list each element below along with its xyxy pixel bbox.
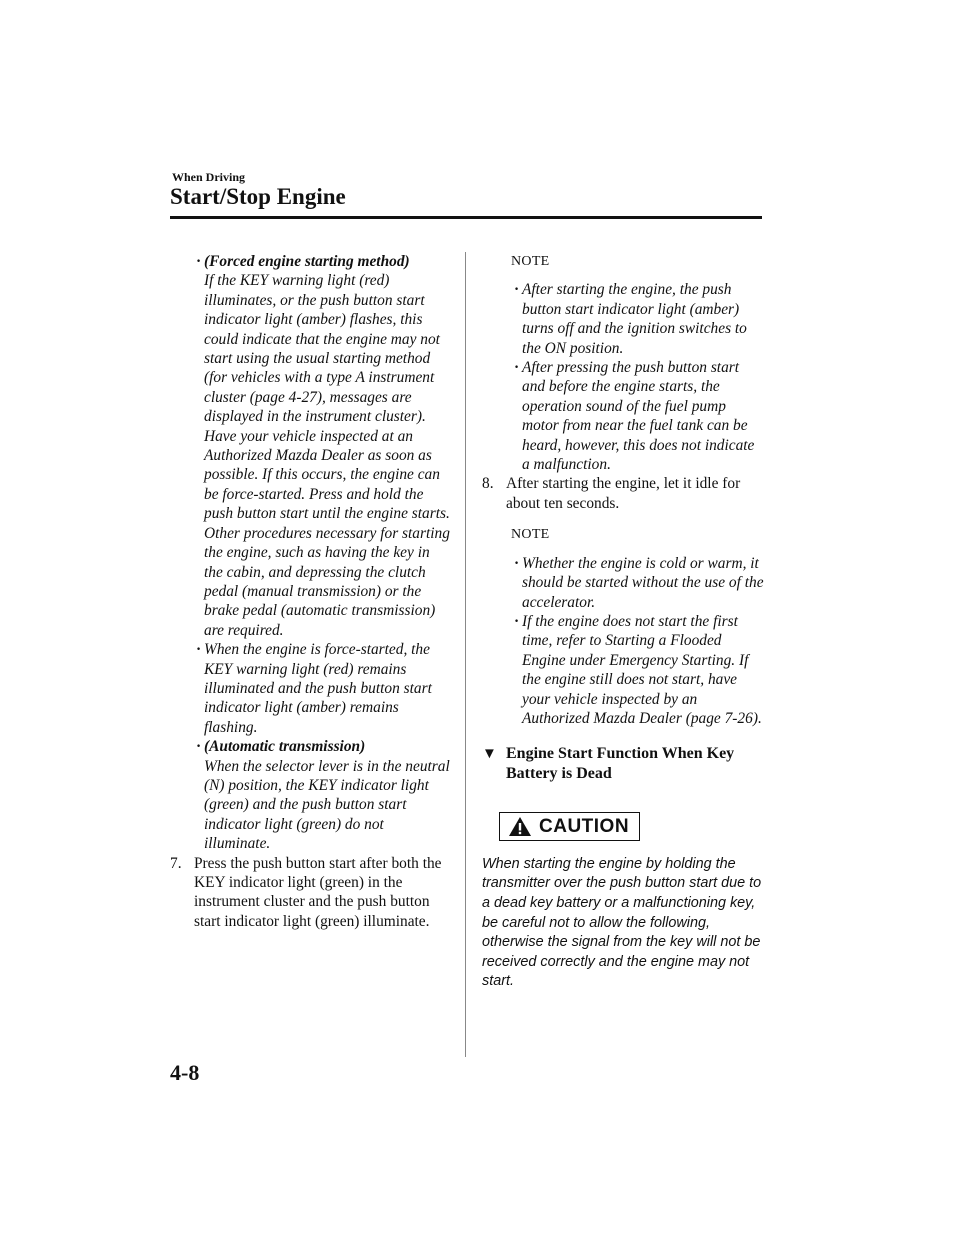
bullet-force-started-lights: · When the engine is force-started, the KEY warning light (red) remains illuminated and the push button start indicator light (amber) remains flashing. (170, 640, 452, 737)
note-label: NOTE (511, 254, 550, 269)
left-column (170, 252, 452, 931)
note-bullet: · Whether the engine is cold or warm, it should be started without the use of the accelerator. (482, 554, 764, 612)
note-bullet: · If the engine does not start the first time, refer to Starting a Flooded Engine under Emergency Starting. If the engine still does not start, have your vehicle inspected by an Authorized Mazda Dealer (page 7-26). (482, 612, 764, 728)
bullet-body: If the KEY warning light (red) illuminates, or the push button start indicator light (amber) flashes, this could indicate that the engine may not start using the usual starting method (for vehicles with a type A instrument cluster (page 4-27), messages are displayed in the instrument cluster). Have your vehicle inspected at an Authorized Mazda Dealer as soon as possible. If this occurs, the engine can be force-started. Press and hold the push button start until the engine starts. Other procedures necessary for starting the engine, such as having the key in the cabin, and depressing the clutch pedal (manual transmission) or the brake pedal (automatic transmission) are required. (204, 272, 450, 639)
triangle-down-icon: ▼ (482, 746, 497, 763)
step-number: 7. (170, 854, 182, 872)
bullet-body: When the selector lever is in the neutral (N) position, the KEY indicator light (green) and the push button start indicator light (green) do not illuminate. (204, 757, 450, 853)
bullet-automatic-transmission (170, 737, 452, 853)
bullet-title: · (Forced engine starting method) (204, 253, 410, 270)
bullet-title: · (Automatic transmission) (204, 738, 366, 756)
step-text: After starting the engine, let it idle for about ten seconds. (506, 475, 741, 512)
section-label: When Driving (172, 170, 246, 184)
page-title: Start/Stop Engine (170, 184, 346, 209)
subsection-heading (482, 744, 764, 784)
warning-triangle-icon (508, 816, 532, 837)
step-text: Press the push button start after both the KEY indicator light (green) in the instrument cluster and the push button start indicator light (green) illuminate. (194, 854, 442, 930)
step-7 (170, 854, 452, 932)
column-divider (465, 252, 466, 1057)
note-bullet: · After starting the engine, the push button start indicator light (amber) turns off and the ignition switches to the ON position. (482, 280, 764, 358)
note-label: NOTE (511, 527, 550, 543)
header-rule (170, 216, 762, 219)
caution-text: When starting the engine by holding the transmitter over the push button start due to a dead key battery or a malfunctioning key, be careful not to allow the following, otherwise the signal from the key will not be received correctly and the engine may not start. (482, 855, 762, 990)
page-number: 4-8 (170, 1060, 200, 1085)
caution-label: CAUTION (539, 816, 630, 838)
step-number: 8. (482, 475, 494, 493)
note-bullet: · After pressing the push button start and before the engine starts, the operation sound of the fuel pump motor from near the fuel tank can be heard, however, this does not indicate a malfunction. (482, 358, 764, 474)
step-8 (482, 474, 764, 513)
right-column (482, 252, 764, 992)
subsection-heading-text: Engine Start Function When Key Battery is Dead (506, 745, 735, 783)
bullet-forced-start (170, 252, 452, 640)
caution-box (499, 812, 640, 841)
